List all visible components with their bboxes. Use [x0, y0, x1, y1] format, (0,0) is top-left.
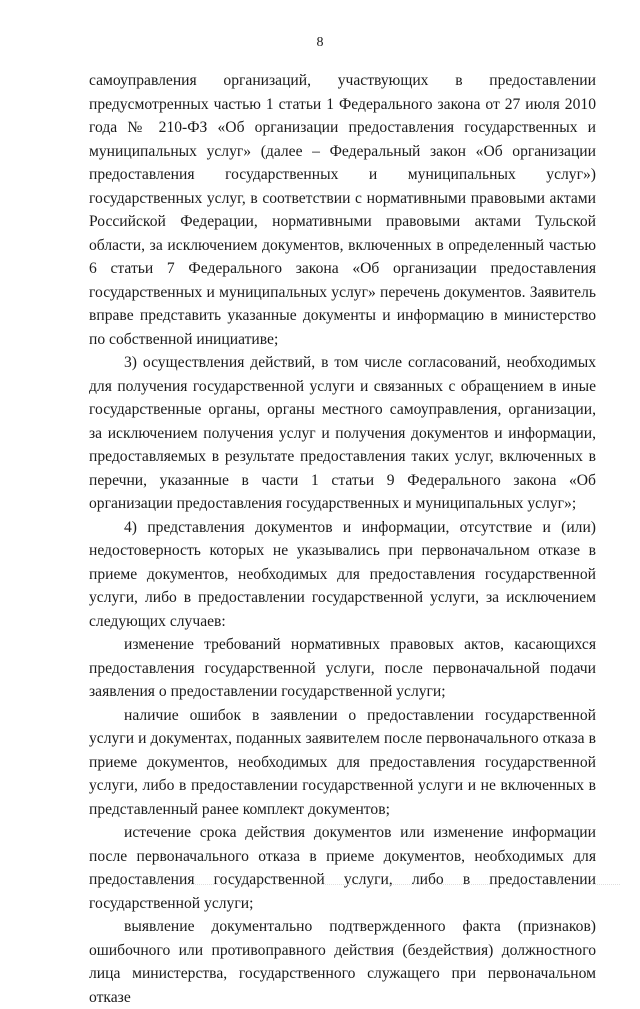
paragraph-item-4: 4) представления документов и информации, отсутствие и (или) недостоверность которых не указывались при первоначальном отказе в приеме документов, необходимых для предоставления государственной услуги, либо в предоставлении государственной услуги, за исключением следующих случаев:: [89, 518, 596, 630]
document-body: [89, 69, 596, 1009]
paragraph-case-errors: наличие ошибок в заявлении о предоставлении государственной услуги и документах, поданных заявителем после первоначального отказа в приеме документов, необходимых для предоставления государственной услуги, либо в предоставлении государственной услуги и не включенных в представленный ранее комплект документов;: [89, 706, 596, 818]
paragraph-case-requirements-change: изменение требований нормативных правовых актов, касающихся предоставления государственной услуги, после первоначальной подачи заявления о предоставлении государственной услуги;: [89, 636, 596, 700]
page-number: 8: [316, 35, 324, 50]
paragraph-case-unlawful-action: выявление документально подтвержденного факта (признаков) ошибочного или противоправного действия (бездействия) должностного лица министерства, государственного служащего при первоначальном отказе: [89, 918, 596, 1006]
paragraph-case-expiry: истечение срока действия документов или изменение информации после первоначального отказа в приеме документов, необходимых для предоставления государственной услуги, либо в предоставлении государственной услуги;: [89, 824, 596, 912]
scan-footer-artifact: [120, 884, 620, 888]
paragraph-continuation: самоуправления организаций, участвующих в предоставлении предусмотренных частью 1 статьи 1 Федерального закона от 27 июля 2010 года № 210-ФЗ «Об организации предоставления государственных и муниципальных услуг» (далее – Федеральный закон «Об организации предоставления государственных и муниципальных услуг») государственных услуг, в соответствии с нормативными правовыми актами Российской Федерации, нормативными правовыми актами Тульской области, за исключением документов, включенных в определенный частью 6 статьи 7 Федерального закона «Об организации предоставления государственных и муниципальных услуг» перечень документов. Заявитель вправе представить указанные документы и информацию в министерство по собственной инициативе;: [89, 72, 596, 348]
paragraph-item-3: 3) осуществления действий, в том числе согласований, необходимых для получения государственной услуги и связанных с обращением в иные государственные органы, органы местного самоуправления, организации, за исключением получения услуг и получения документов и информации, предоставляемых в результате предоставления таких услуг, включенных в перечни, указанные в части 1 статьи 9 Федерального закона «Об организации предоставления государственных и муниципальных услуг»;: [89, 354, 596, 512]
